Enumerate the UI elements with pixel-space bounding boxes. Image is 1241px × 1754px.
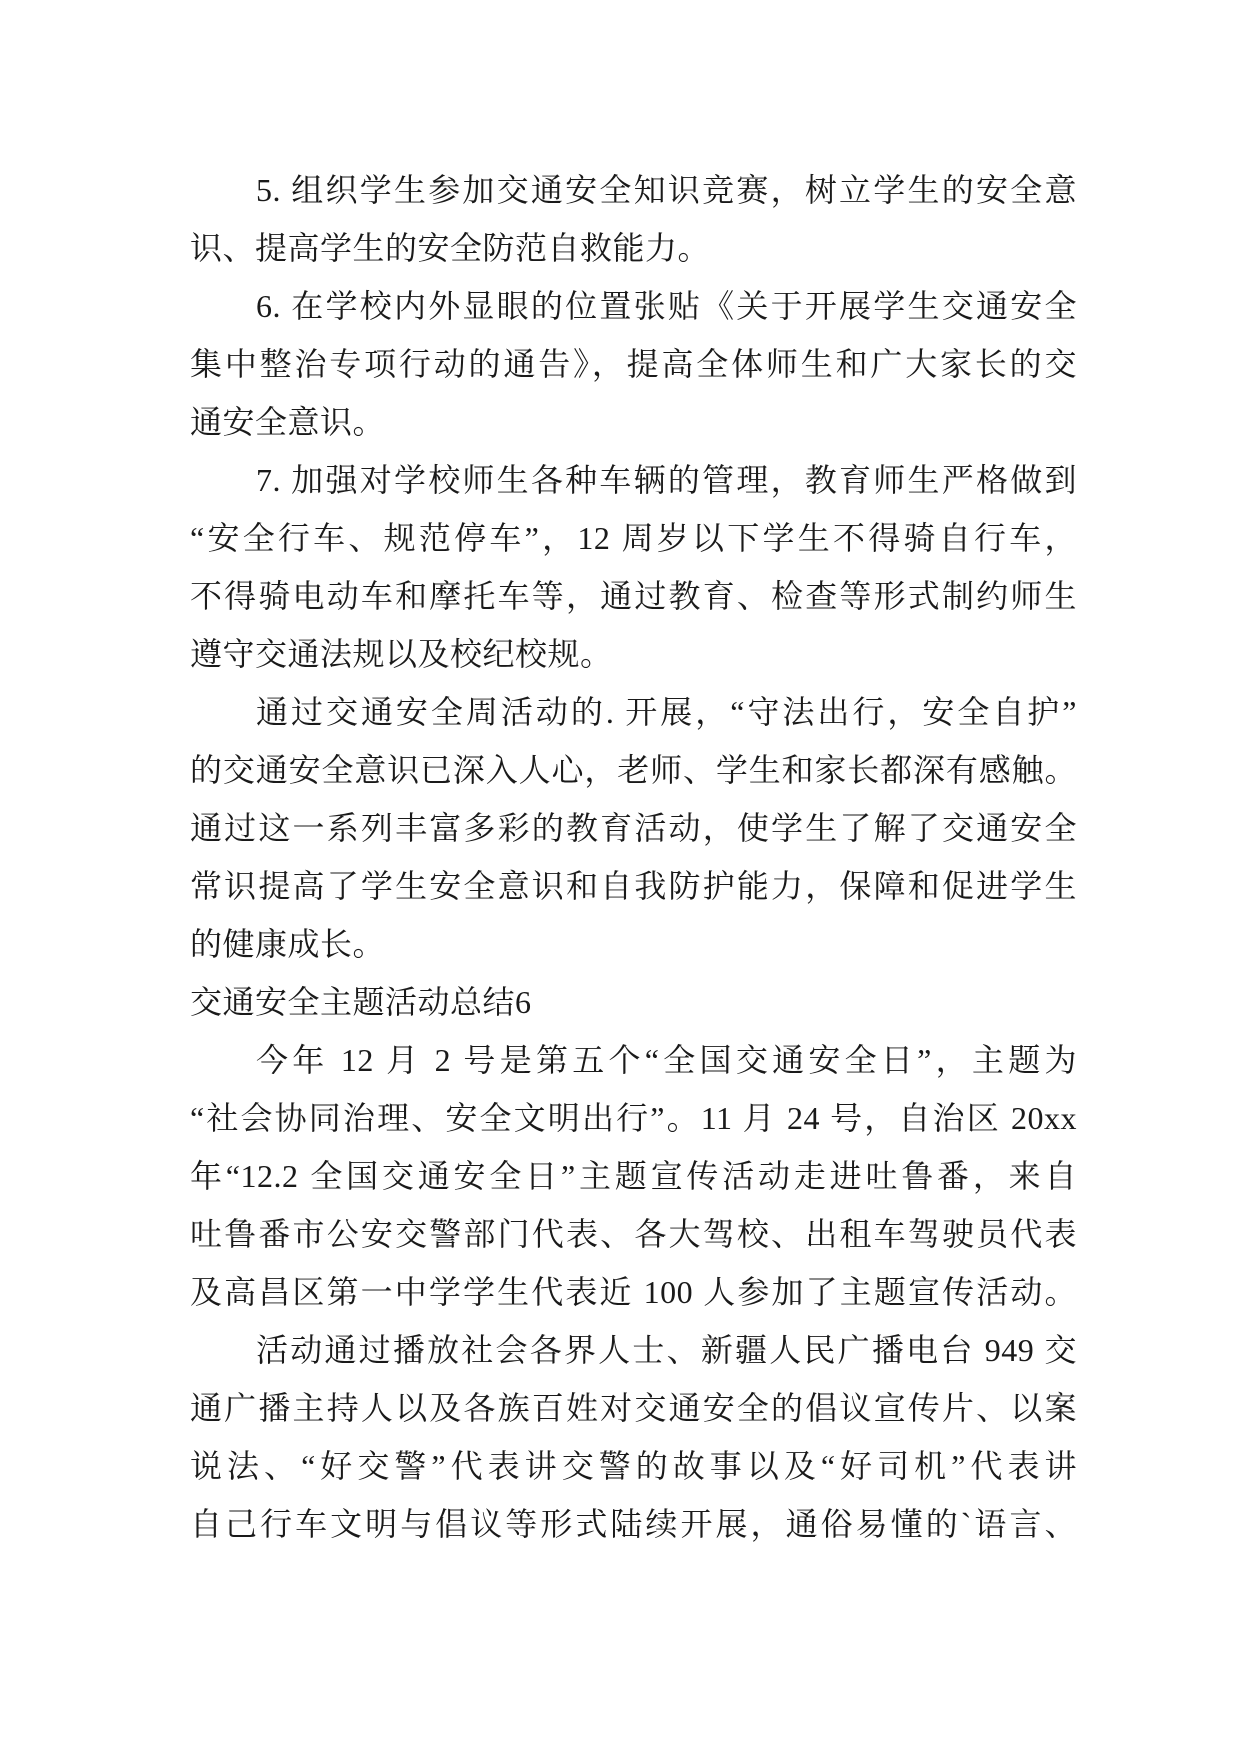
text-line: 及高昌区第一中学学生代表近 100 人参加了主题宣传活动。	[190, 1274, 1077, 1310]
text-line: 6. 在学校内外显眼的位置张贴《关于开展学生交通安全	[256, 288, 1077, 324]
text-line: 通过这一系列丰富多彩的教育活动，使学生了解了交通安全	[190, 810, 1077, 846]
text-line: 吐鲁番市公安交警部门代表、各大驾校、出租车驾驶员代表	[190, 1216, 1077, 1252]
text-line: 今年 12 月 2 号是第五个“全国交通安全日”，主题为	[256, 1042, 1077, 1078]
text-line: 遵守交通法规以及校纪校规。	[190, 636, 613, 672]
text-block	[190, 161, 1077, 1553]
text-line: 说法、“好交警”代表讲交警的故事以及“好司机”代表讲	[190, 1448, 1077, 1484]
text-line: 集中整治专项行动的通告》，提高全体师生和广大家长的交	[190, 346, 1077, 382]
text-line: 7. 加强对学校师生各种车辆的管理，教育师生严格做到	[256, 462, 1077, 498]
text-line: 活动通过播放社会各界人士、新疆人民广播电台 949 交	[256, 1332, 1077, 1368]
text-line: 的交通安全意识已深入人心，老师、学生和家长都深有感触。	[190, 752, 1077, 788]
text-line: 常识提高了学生安全意识和自我防护能力，保障和促进学生	[190, 868, 1077, 904]
text-line: 的健康成长。	[190, 926, 386, 962]
text-line: 通过交通安全周活动的. 开展，“守法出行，安全自护”	[256, 694, 1077, 730]
text-line: 识、提高学生的安全防范自救能力。	[190, 230, 711, 266]
text-line: 不得骑电动车和摩托车等，通过教育、检查等形式制约师生	[190, 578, 1077, 614]
text-line: 自己行车文明与倡议等形式陆续开展，通俗易懂的`语言、	[190, 1506, 1077, 1542]
text-line: 通安全意识。	[190, 404, 386, 440]
text-line: “社会协同治理、安全文明出行”。11 月 24 号，自治区 20xx	[190, 1100, 1077, 1136]
text-line: 年“12.2 全国交通安全日”主题宣传活动走进吐鲁番，来自	[190, 1158, 1077, 1194]
text-line: 5. 组织学生参加交通安全知识竞赛，树立学生的安全意	[256, 172, 1077, 208]
text-line: “安全行车、规范停车”，12 周岁以下学生不得骑自行车，	[190, 520, 1077, 556]
section-heading: 交通安全主题活动总结6	[190, 984, 532, 1020]
text-line: 通广播主持人以及各族百姓对交通安全的倡议宣传片、以案	[190, 1390, 1077, 1426]
